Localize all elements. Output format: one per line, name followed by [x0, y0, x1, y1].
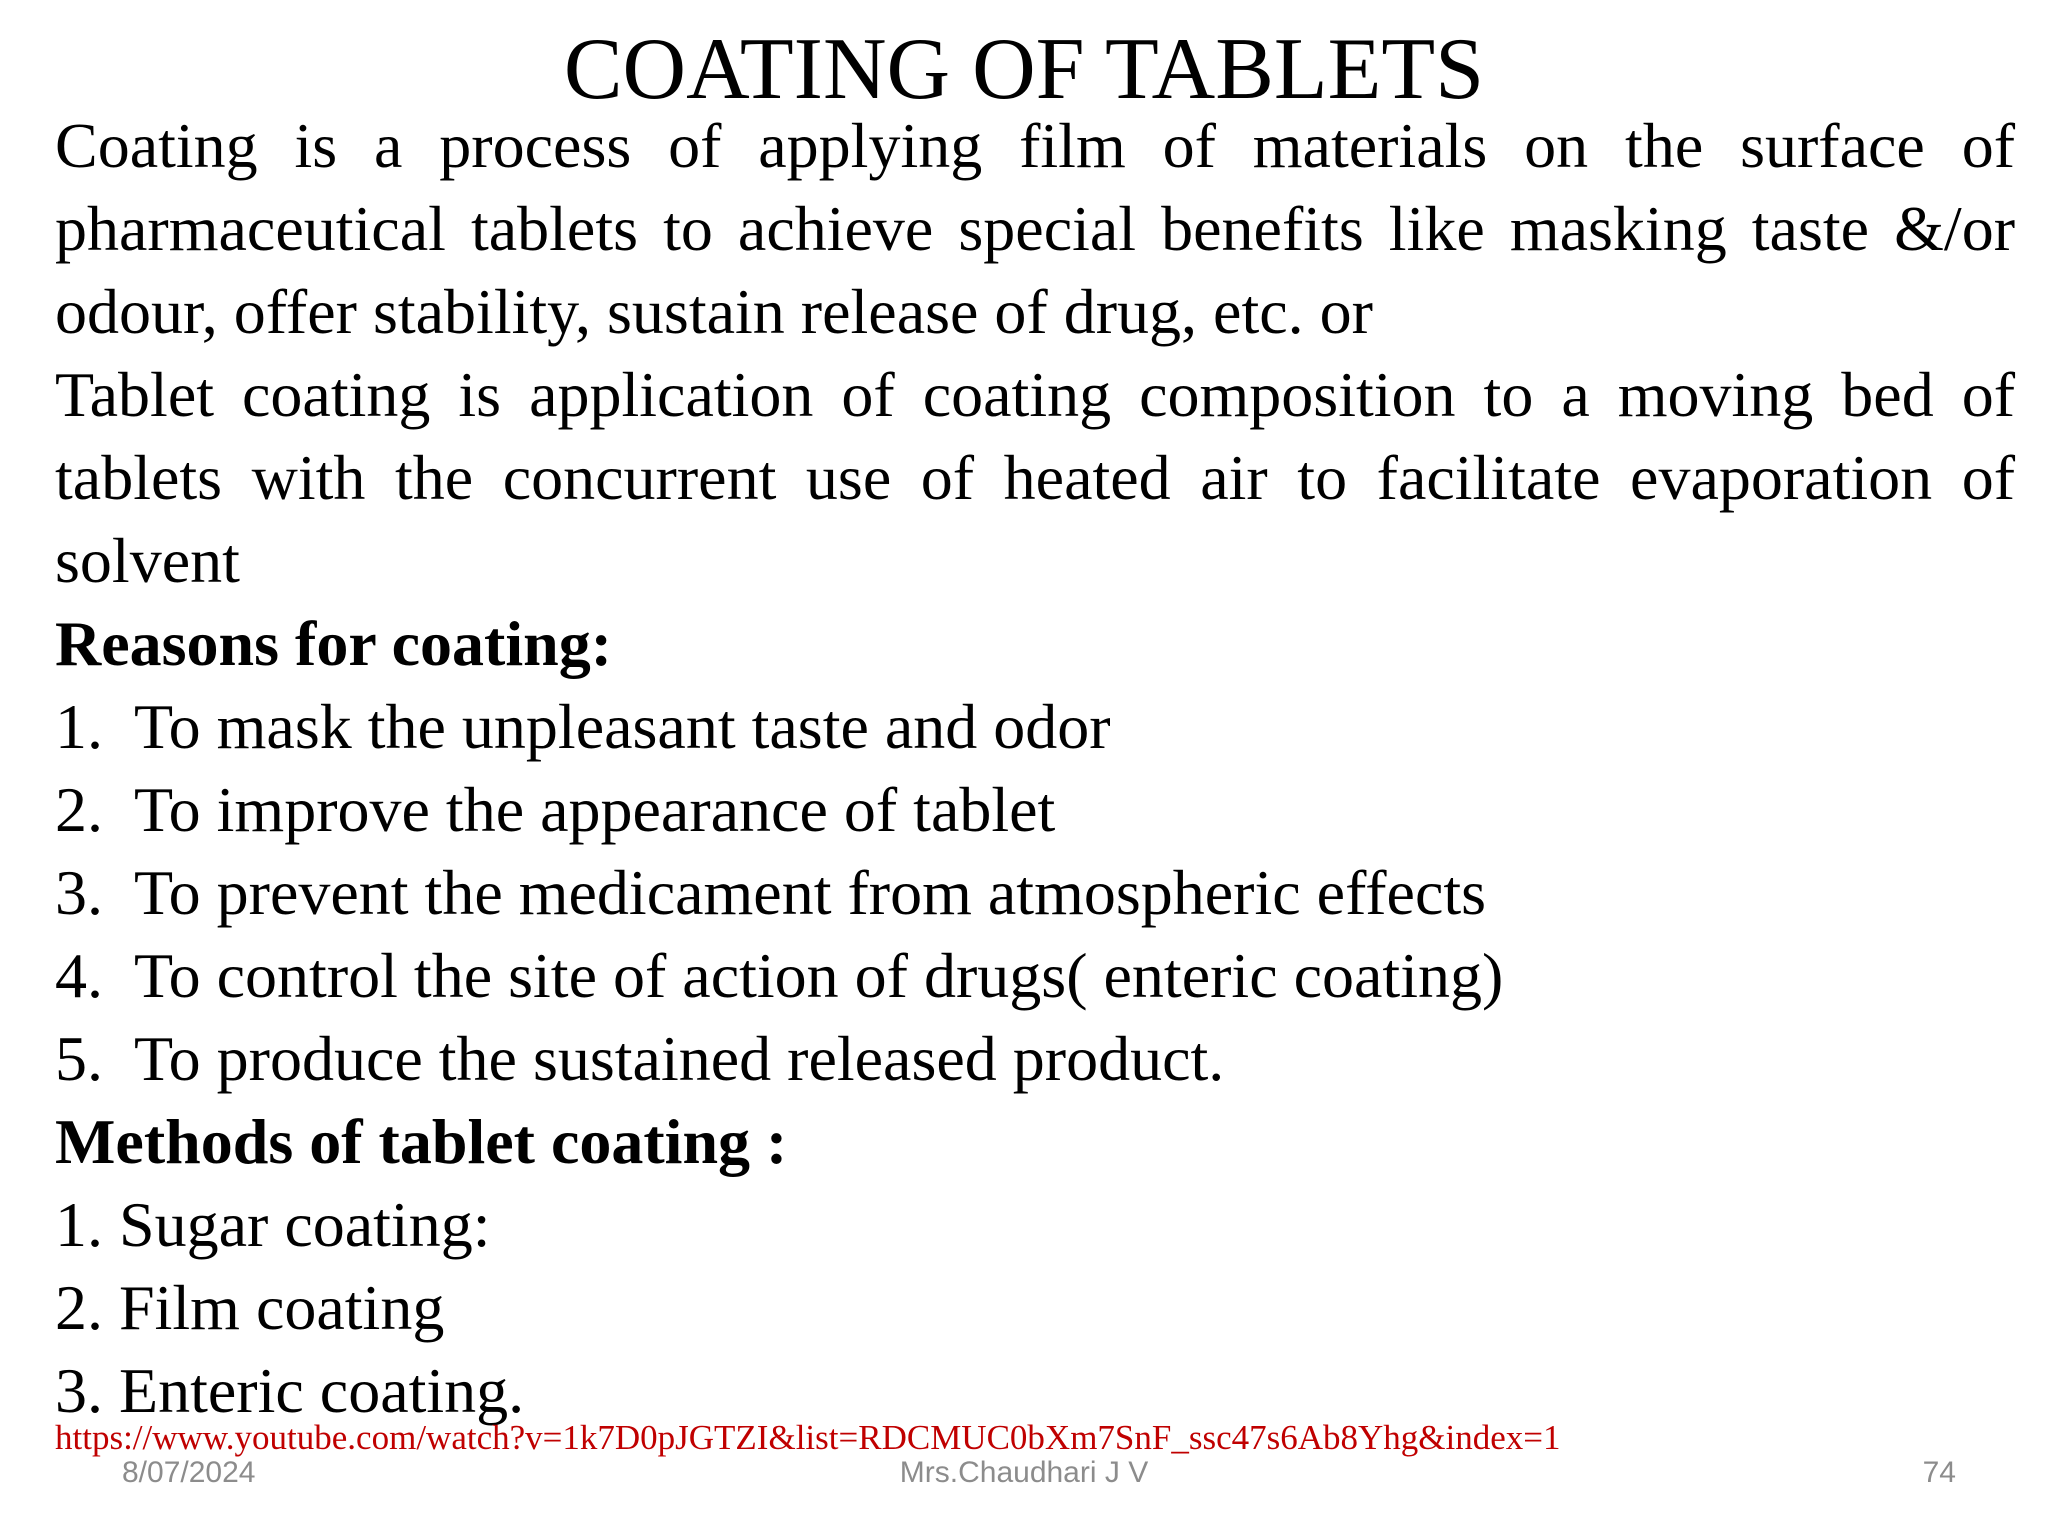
reason-text: To mask the unpleasant taste and odor [134, 691, 1111, 762]
reason-item [55, 768, 2015, 851]
reasons-heading: Reasons for coating: [55, 608, 612, 679]
slide-title: COATING OF TABLETS [563, 21, 1485, 118]
reason-number: 4. [55, 940, 103, 1011]
reason-item [55, 685, 2015, 768]
reason-item [55, 934, 2015, 1017]
reason-text: To produce the sustained released product. [134, 1023, 1225, 1094]
method-item: 2. Film coating [55, 1272, 445, 1343]
method-item: 1. Sugar coating: [55, 1189, 491, 1260]
method-item: 3. Enteric coating. [55, 1355, 525, 1426]
reason-item [55, 851, 2015, 934]
reason-number: 2. [55, 774, 103, 845]
methods-heading: Methods of tablet coating : [55, 1106, 788, 1177]
reason-text: To prevent the medicament from atmospheric effects [134, 857, 1487, 928]
footer-date: 8/07/2024 [122, 1456, 256, 1489]
youtube-link[interactable]: https://www.youtube.com/watch?v=1k7D0pJGTZI&list=RDCMUC0bXm7SnF_ssc47s6Ab8Yhg&index=1 [55, 1418, 1561, 1457]
reason-number: 1. [55, 691, 103, 762]
reason-number: 5. [55, 1023, 103, 1094]
reasons-list [55, 685, 2015, 1100]
slide-number: 74 [1922, 1456, 1956, 1489]
reason-text: To improve the appearance of tablet [134, 774, 1056, 845]
reason-number: 3. [55, 857, 103, 928]
reason-text: To control the site of action of drugs( enteric coating) [134, 940, 1504, 1011]
definition-paragraph-2: Tablet coating is application of coating composition to a moving bed of tablets with the concurrent use of heated air to facilitate evaporation of solvent [55, 359, 2015, 596]
slide-body [55, 104, 2015, 1432]
footer-author: Mrs.Chaudhari J V [899, 1456, 1149, 1489]
reason-item [55, 1017, 2015, 1100]
methods-list [55, 1183, 2015, 1432]
definition-paragraph-1: Coating is a process of applying film of materials on the surface of pharmaceutical tablets to achieve special benefits like masking taste &/or odour, offer stability, sustain release of drug, etc. or [55, 110, 2015, 347]
